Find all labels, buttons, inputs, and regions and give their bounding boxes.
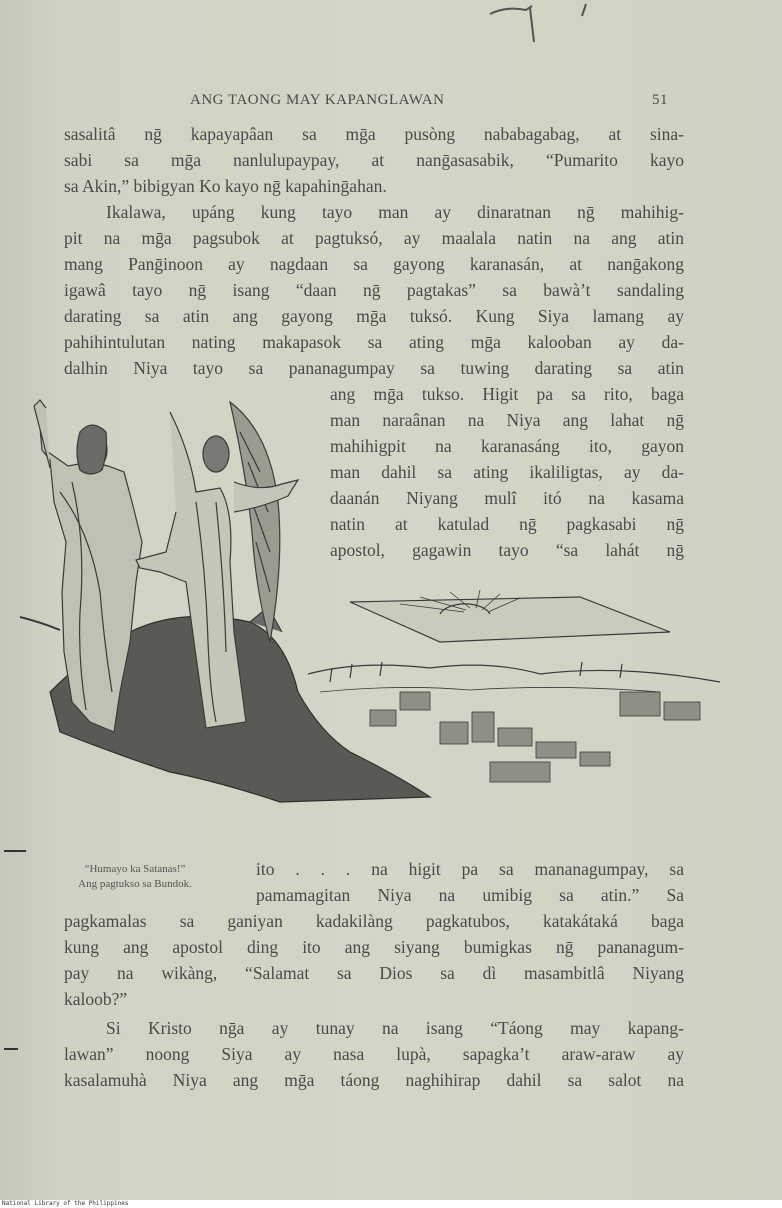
text-line: sabi sa mḡa nanlulupaypay, at nanḡasasabik, “Pumarito kayo — [64, 150, 684, 170]
text-line: kaloob?” — [64, 989, 128, 1009]
chapter-title: ANG TAONG MAY KAPANGLAWAN — [190, 92, 445, 108]
text-line: apostol, gagawin tayo “sa lahát nḡ — [330, 540, 684, 560]
text-line: sa Akin,” bibigyan Ko kayo nḡ kapahinḡahan. — [64, 176, 387, 196]
running-header — [0, 92, 782, 114]
figure-caption-line2: Ang pagtukso sa Bundok. — [78, 878, 192, 890]
text-line: pahihintulutan nating makapasok sa ating mḡa kalooban ay da- — [64, 332, 684, 352]
pencil-mark — [486, 0, 596, 48]
temptation-illustration — [20, 392, 740, 832]
text-line: natin at katulad nḡ pagkasabi nḡ — [330, 514, 684, 534]
text-line: kasalamuhà Niya ang mḡa táong naghihirap dahil sa salot na — [64, 1070, 684, 1090]
text-line: pay na wikàng, “Salamat sa Dios sa dì masambitlâ Niyang — [64, 963, 684, 983]
text-line: mang Panḡinoon ay nagdaan sa gayong karanasán, at nanḡakong — [64, 254, 684, 274]
text-line: mahihigpit na karanasáng ito, gayon — [330, 436, 684, 456]
figure-caption-line1: “Humayo ka Satanas!” — [84, 863, 186, 875]
text-line: man dahil sa ating ikaliligtas, ay da- — [330, 462, 684, 482]
text-line: daanán Niyang mulî itó na kasama — [330, 488, 684, 508]
text-line: ang mḡa tukso. Higit pa sa rito, baga — [330, 384, 684, 404]
text-line: darating sa atin ang gayong mḡa tuksó. Kung Siya lamang ay — [64, 306, 684, 326]
margin-mark — [4, 850, 26, 852]
text-line: pagkamalas sa ganiyan kadakilàng pagkatubos, katakátaká baga — [64, 911, 684, 931]
text-line: pit na mḡa pagsubok at pagtuksó, ay maalala natin na ang atin — [64, 228, 684, 248]
text-line: kung ang apostol ding ito ang siyang bumigkas nḡ pananagum- — [64, 937, 684, 957]
text-line: Si Kristo nḡa ay tunay na isang “Táong may kapang- — [106, 1018, 684, 1038]
text-line: lawan” noong Siya ay nasa lupà, sapagka’t araw-araw ay — [64, 1044, 684, 1064]
text-line: Ikalawa, upáng kung tayo man ay dinaratnan nḡ mahihig- — [106, 202, 684, 222]
scan-credit: National Library of the Philippines — [2, 1200, 129, 1207]
text-line: dalhin Niya tayo sa pananagumpay sa tuwing darating sa atin — [64, 358, 684, 378]
text-line: sasalitâ nḡ kapayapâan sa mḡa pusòng nababagabag, at sina- — [64, 124, 684, 144]
margin-mark — [4, 1048, 18, 1050]
text-line: igawâ tayo nḡ isang “daan nḡ pagtakas” sa bawà’t sandaling — [64, 280, 684, 300]
text-line: man naraânan na Niya ang lahat nḡ — [330, 410, 684, 430]
page-number: 51 — [652, 92, 668, 108]
text-line: ito . . . na higit pa sa mananagumpay, sa — [256, 859, 684, 879]
scan-credit-strip — [0, 1200, 782, 1208]
text-line: pamamagitan Niya na umibig sa atin.” Sa — [256, 885, 684, 905]
